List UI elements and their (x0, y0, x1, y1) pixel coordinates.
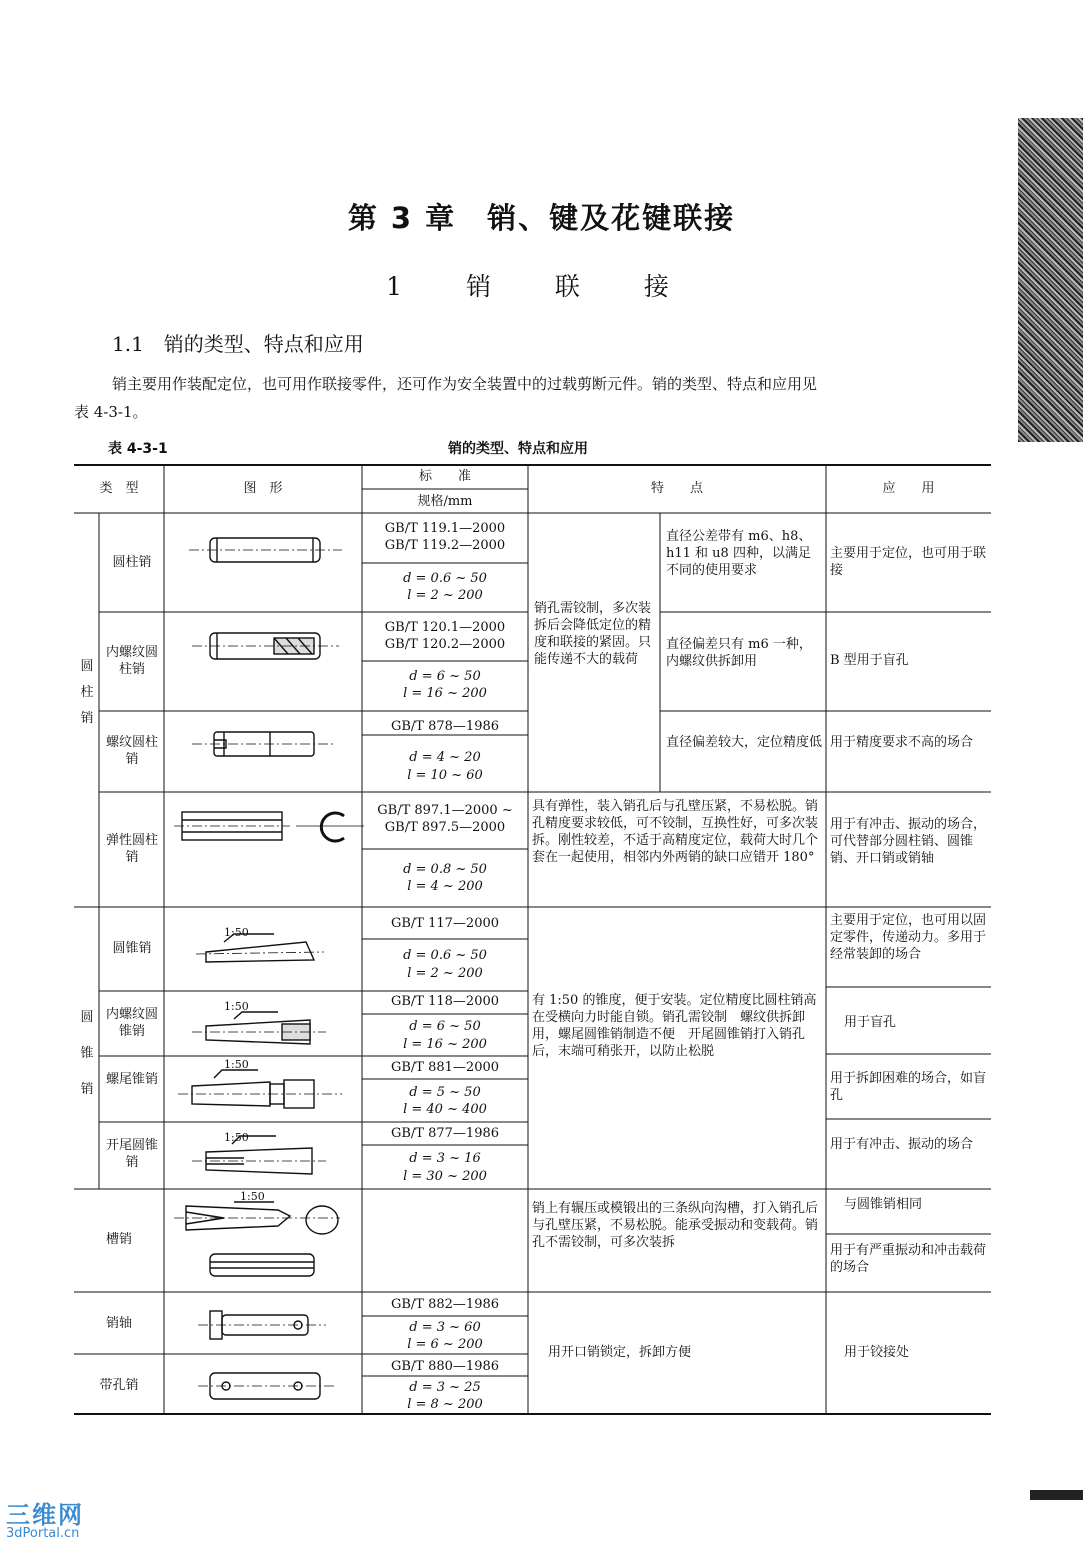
row-standard: GB/T 897.1—2000 ~ (377, 803, 513, 818)
row-name: 开尾圆锥销 (105, 1138, 158, 1170)
row-standard: GB/T 882—1986 (390, 1297, 500, 1312)
section-title: 1 销 联 接 (386, 272, 697, 301)
row-feature: 直径公差带有 m6、h8、h11 和 u8 四种，以满足不同的使用要求 (666, 529, 812, 578)
row-application: 用于精度要求不高的场合 (830, 735, 974, 750)
watermark-brand: 三维网 (6, 1501, 84, 1529)
row-name: 槽销 (105, 1232, 132, 1247)
group-label-taper: 圆锥销 (80, 1010, 94, 1097)
header-standard: 标 准 (418, 469, 471, 484)
pin-common-feature: 用开口销锁定，拆卸方便 (548, 1345, 692, 1360)
row-name: 圆柱销 (112, 555, 152, 570)
row-spec-d: d = 5 ~ 50 (409, 1085, 481, 1100)
row-standard: GB/T 117—2000 (390, 916, 500, 931)
row-spec-d: d = 3 ~ 60 (409, 1320, 481, 1335)
screw-tail-taper-pin-drawing (178, 1070, 342, 1108)
row-spec-l: l = 40 ~ 400 (403, 1102, 487, 1117)
watermark-site: 3dPortal.cn (6, 1526, 80, 1541)
row-application: 用于盲孔 (844, 1015, 897, 1030)
taper-ratio-label: 1:50 (224, 1058, 249, 1071)
row-application: B 型用于盲孔 (830, 653, 909, 668)
row-spec-l: l = 2 ~ 200 (407, 588, 483, 603)
clevis-pin-drawing (198, 1311, 326, 1339)
row-name: 内螺纹圆柱销 (105, 645, 158, 677)
internal-thread-cylindrical-pin-drawing (192, 633, 339, 659)
page-edge-mark (1030, 1490, 1083, 1500)
table-number: 表 4-3-1 (108, 441, 168, 457)
row-application: 主要用于定位，也可用于联接 (830, 546, 987, 578)
row-spec-l: l = 8 ~ 200 (407, 1397, 483, 1412)
header-type: 类 型 (99, 481, 139, 496)
row-spec-l: l = 2 ~ 200 (407, 966, 483, 981)
intro-paragraph (74, 370, 992, 426)
row-spec-d: d = 6 ~ 50 (409, 669, 481, 684)
row-spec-d: d = 4 ~ 20 (409, 750, 481, 765)
row-standard-2: GB/T 897.5—2000 (384, 820, 506, 835)
pin-types-table (74, 464, 991, 1415)
row-application-2: 用于有严重振动和冲击载荷的场合 (830, 1243, 987, 1275)
row-name: 销轴 (105, 1316, 132, 1331)
grooved-pin-drawing (174, 1202, 340, 1276)
row-feature: 直径偏差较大，定位精度低 (666, 735, 823, 750)
taper-ratio-label: 1:50 (224, 1000, 249, 1013)
row-spec-d: d = 0.8 ~ 50 (403, 862, 487, 877)
row-standard: GB/T 878—1986 (390, 719, 500, 734)
row-feature: 具有弹性，装入销孔后与孔壁压紧，不易松脱。销孔精度要求较低，可不铰制，互换性好，可多次装拆。刚性较差，不适于高精度定位，载荷大时几个套在一起使用，相邻内外两销的缺口应错开 180° (532, 799, 819, 865)
row-standard: GB/T 118—2000 (390, 994, 500, 1009)
row-application: 用于拆卸困难的场合，如盲孔 (830, 1071, 987, 1103)
row-name: 弹性圆柱销 (105, 833, 158, 865)
row-spec-l: l = 10 ~ 60 (407, 768, 483, 783)
row-name: 螺纹圆柱销 (105, 735, 158, 767)
row-standard: GB/T 877—1986 (390, 1126, 500, 1141)
row-spec-d: d = 0.6 ~ 50 (403, 571, 487, 586)
group-label-cylindrical: 圆柱销 (80, 659, 94, 726)
row-standard: GB/T 119.1—2000 (384, 521, 506, 536)
row-spec-l: l = 16 ~ 200 (403, 1037, 487, 1052)
row-standard: GB/T 880—1986 (390, 1359, 500, 1374)
threaded-cylindrical-pin-drawing (192, 732, 336, 756)
taper-ratio-label: 1:50 (240, 1190, 265, 1203)
row-application: 用于有冲击、振动的场合，可代替部分圆柱销、圆锥销、开口销或销轴 (830, 817, 987, 866)
header-application: 应 用 (882, 481, 935, 496)
row-standard: GB/T 120.1—2000 (384, 620, 506, 635)
subsection-title: 1.1 销的类型、特点和应用 (112, 332, 364, 356)
row-standard-2: GB/T 120.2—2000 (384, 637, 506, 652)
split-taper-pin-drawing (192, 1136, 326, 1174)
row-application: 用于有冲击、振动的场合 (830, 1137, 974, 1152)
row-standard-2: GB/T 119.2—2000 (384, 538, 506, 553)
row-application: 主要用于定位，也可用以固定零件，传递动力。多用于经常装卸的场合 (830, 913, 987, 962)
row-application: 与圆锥销相同 (844, 1197, 923, 1212)
pin-common-application: 用于铰接处 (844, 1345, 910, 1360)
row-name: 圆锥销 (112, 941, 152, 956)
taper-pin-drawing (196, 934, 324, 962)
pin-with-holes-drawing (198, 1373, 336, 1399)
row-feature: 直径偏差只有 m6 一种，内螺纹供拆卸用 (666, 637, 812, 669)
taper-ratio-label: 1:50 (224, 1131, 249, 1144)
taper-ratio-label: 1:50 (224, 926, 249, 939)
row-name: 螺尾锥销 (105, 1072, 158, 1087)
site-watermark (6, 1495, 84, 1541)
header-feature: 特 点 (650, 481, 703, 496)
row-spec-d: d = 6 ~ 50 (409, 1019, 481, 1034)
row-standard: GB/T 881—2000 (390, 1060, 500, 1075)
row-spec-l: l = 6 ~ 200 (407, 1337, 483, 1352)
row-spec-d: d = 3 ~ 16 (409, 1151, 481, 1166)
row-name: 带孔销 (99, 1378, 139, 1393)
cylindrical-pin-drawing (189, 538, 342, 562)
row-spec-l: l = 4 ~ 200 (407, 879, 483, 894)
row-spec-d: d = 0.6 ~ 50 (403, 948, 487, 963)
cylindrical-common-feature: 销孔需铰制，多次装拆后会降低定位的精度和联接的紧固。只能传递不大的载荷 (534, 601, 652, 667)
row-spec-l: l = 30 ~ 200 (403, 1169, 487, 1184)
taper-common-feature: 有 1:50 的锥度，便于安装。定位精度比圆柱销高 在受横向力时能自锁。销孔需铰制 螺纹供拆卸用，螺尾圆锥销制造不便 开尾圆锥销打入销孔后，末端可稍张开，以防止松脱 (532, 993, 830, 1059)
row-spec-d: d = 3 ~ 25 (409, 1380, 481, 1395)
spring-pin-drawing (174, 812, 364, 841)
row-name: 内螺纹圆锥销 (105, 1007, 158, 1039)
header-figure: 图 形 (243, 481, 283, 496)
intro-line-2: 表 4-3-1。 (74, 403, 148, 421)
row-feature: 销上有辗压或模锻出的三条纵向沟槽，打入销孔后与孔壁压紧，不易松脱。能承受振动和变载荷。销孔不需铰制，可多次装拆 (532, 1201, 819, 1250)
header-spec: 规格/mm (417, 494, 473, 509)
internal-thread-taper-pin-drawing (192, 1012, 326, 1044)
table-caption: 销的类型、特点和应用 (448, 441, 588, 457)
intro-line-1: 销主要用作装配定位，也可用作联接零件，还可作为安全装置中的过载剪断元件。销的类型、特点和应用见 (112, 375, 818, 393)
chapter-title: 第 3 章 销、键及花键联接 (347, 201, 736, 235)
row-spec-l: l = 16 ~ 200 (403, 686, 487, 701)
